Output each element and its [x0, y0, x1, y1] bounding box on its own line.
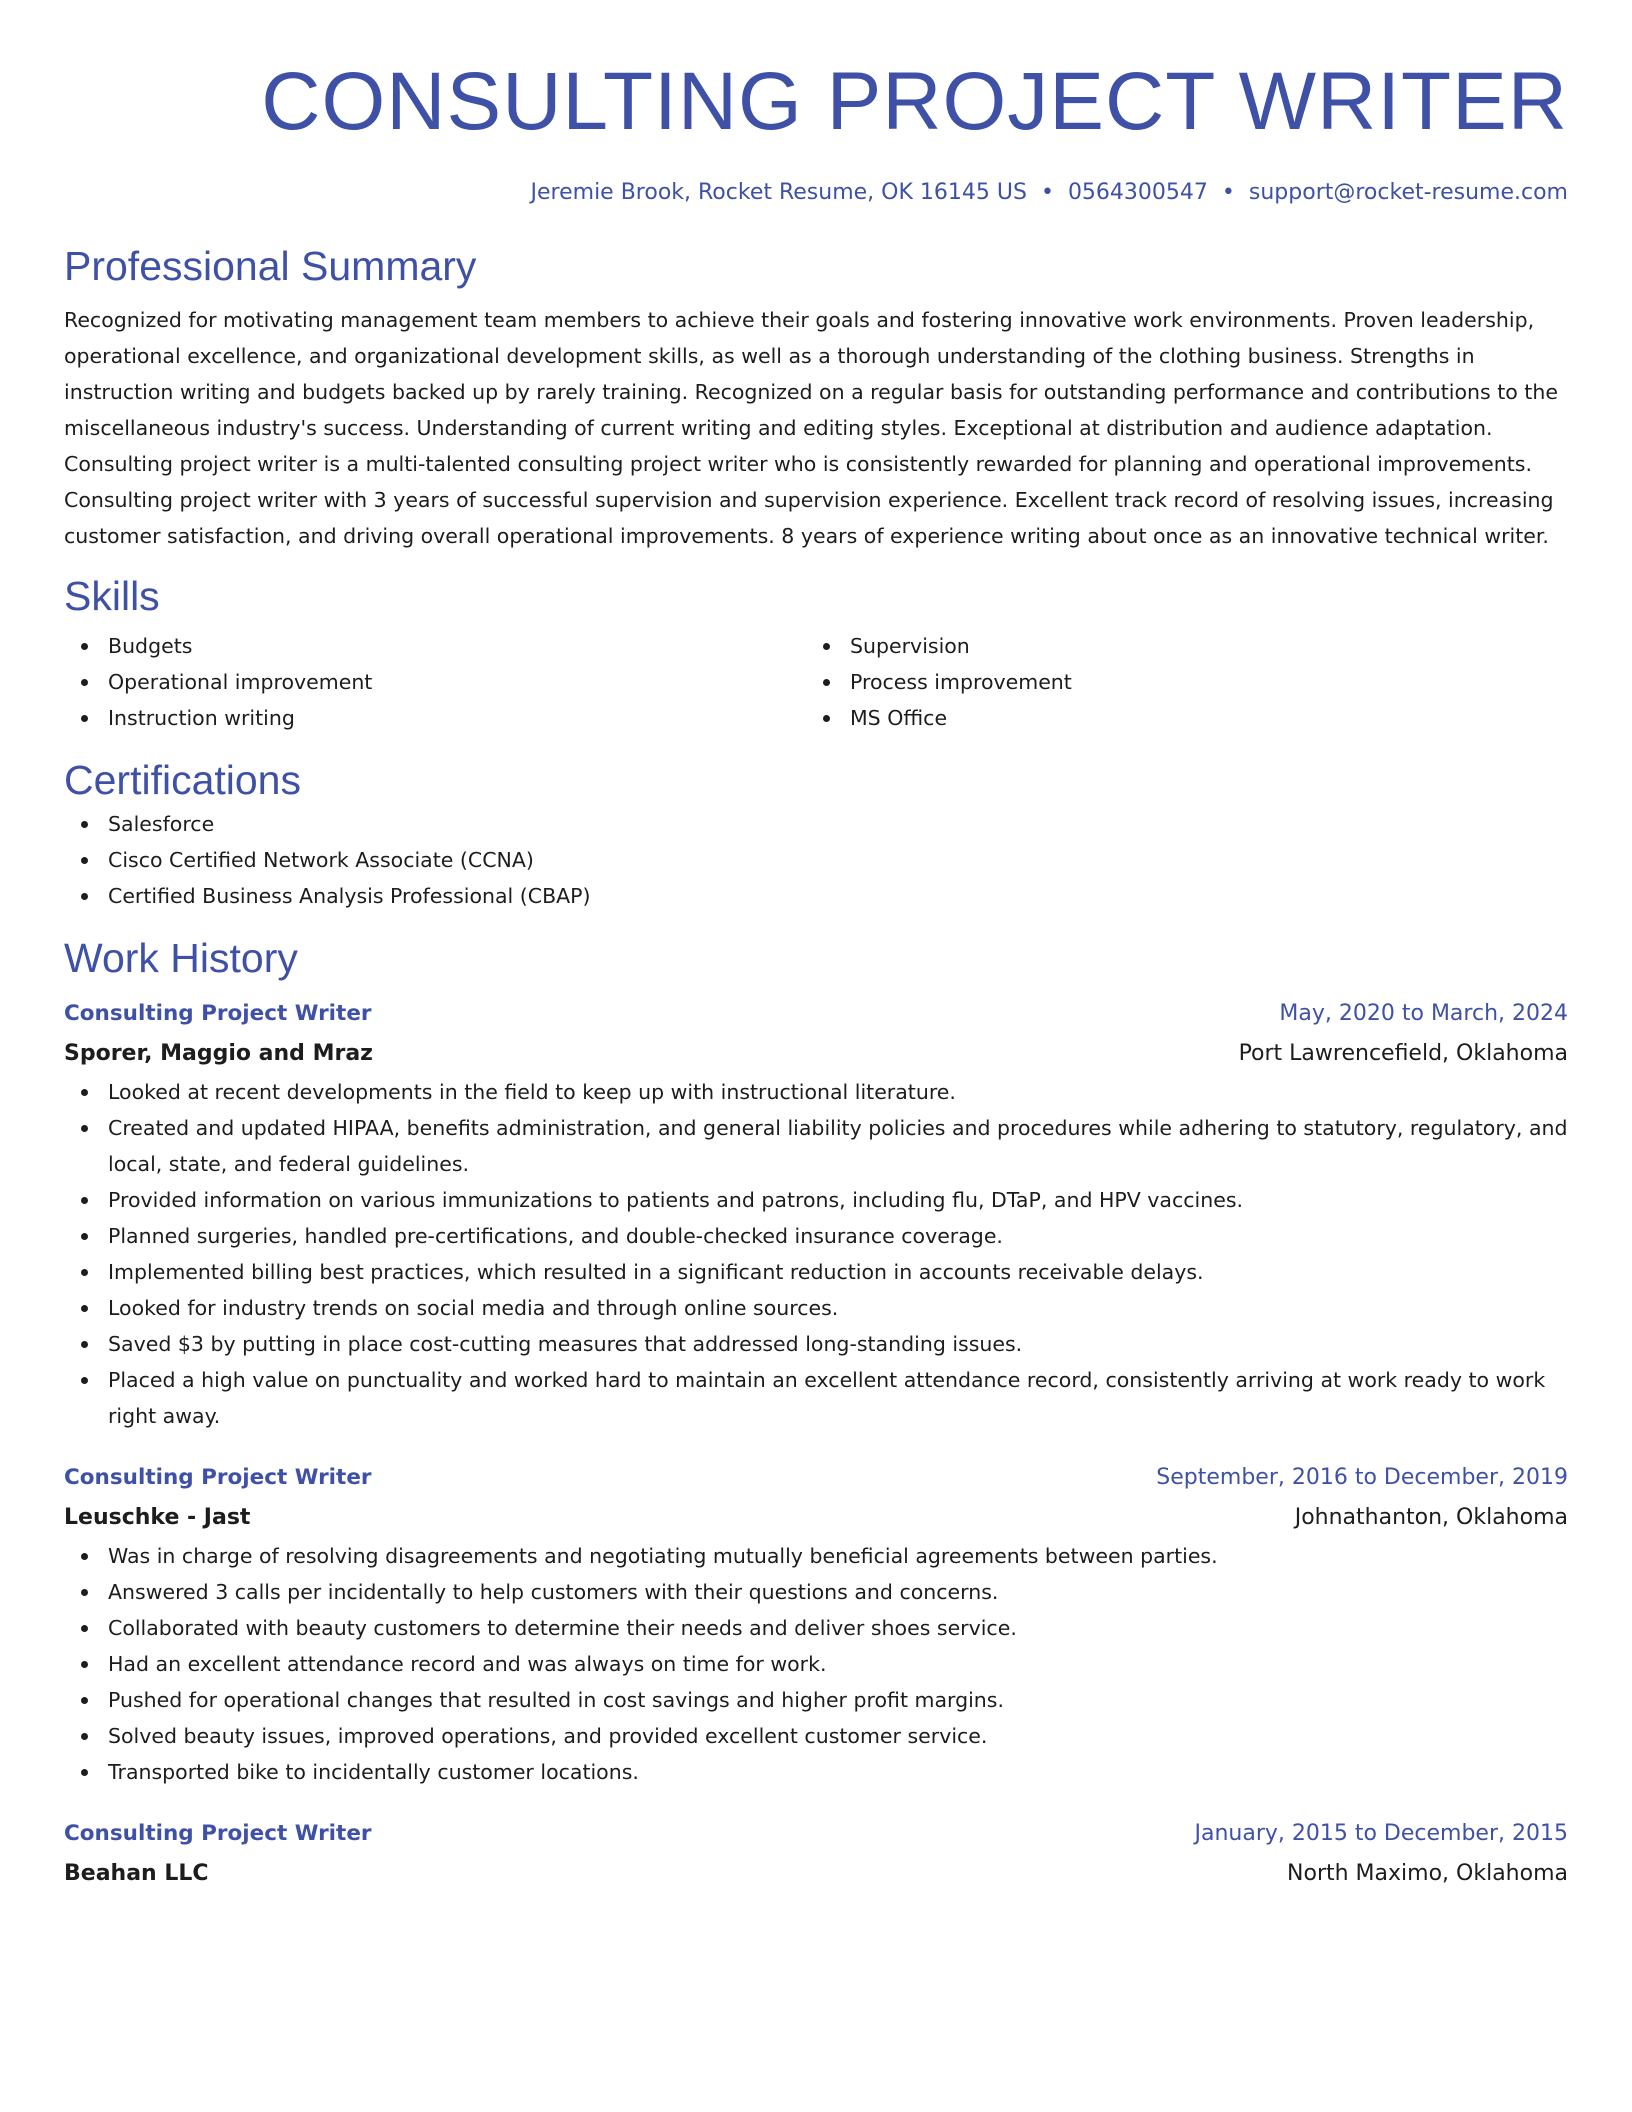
job-bullets	[64, 1074, 1568, 1434]
job-dates: May, 2020 to March, 2024	[1279, 1001, 1568, 1026]
contact-line	[64, 178, 1568, 208]
job-subheader	[64, 1498, 1568, 1538]
job-bullet: Pushed for operational changes that resulted in cost savings and higher profit margins.	[64, 1682, 1568, 1718]
section-title-summary: Professional Summary	[64, 243, 477, 289]
skill-item: MS Office	[806, 700, 1548, 736]
job-header	[64, 1814, 1568, 1854]
job-bullet: Answered 3 calls per incidentally to help customers with their questions and concerns.	[64, 1574, 1568, 1610]
job-bullet: Created and updated HIPAA, benefits administration, and general liability policies and procedures while adhering to statutory, regulatory, and local, state, and federal guidelines.	[64, 1110, 1568, 1182]
job-dates: January, 2015 to December, 2015	[1194, 1821, 1568, 1846]
job-bullet: Looked at recent developments in the field to keep up with instructional literature.	[64, 1074, 1568, 1110]
skills-list-left	[64, 628, 806, 736]
certification-item: Cisco Certified Network Associate (CCNA)	[64, 842, 1568, 878]
job-location: North Maximo, Oklahoma	[1287, 1861, 1568, 1886]
certification-item: Salesforce	[64, 806, 1568, 842]
skill-item: Operational improvement	[64, 664, 806, 700]
job-company: Sporer, Maggio and Mraz	[64, 1041, 373, 1066]
section-title-certifications: Certifications	[64, 757, 301, 803]
job-bullet: Transported bike to incidentally customer locations.	[64, 1754, 1568, 1790]
skills-list-right	[806, 628, 1548, 736]
job-company: Beahan LLC	[64, 1861, 209, 1886]
job-entry	[64, 1458, 1568, 1790]
job-location: Port Lawrencefield, Oklahoma	[1238, 1041, 1568, 1066]
certifications-list	[64, 806, 1568, 914]
job-title: Consulting Project Writer	[64, 1001, 372, 1026]
certification-item: Certified Business Analysis Professional (CBAP)	[64, 878, 1568, 914]
job-bullet: Solved beauty issues, improved operations, and provided excellent customer service.	[64, 1718, 1568, 1754]
section-title-work-history: Work History	[64, 935, 298, 981]
contact-address: Jeremie Brook, Rocket Resume, OK 16145 US	[530, 180, 1027, 205]
resume-name: CONSULTING PROJECT WRITER	[261, 56, 1568, 147]
section-title-skills: Skills	[64, 573, 160, 619]
job-bullet: Was in charge of resolving disagreements and negotiating mutually beneficial agreements between parties.	[64, 1538, 1568, 1574]
job-entry	[64, 994, 1568, 1434]
job-bullets	[64, 1538, 1568, 1790]
skill-item: Process improvement	[806, 664, 1548, 700]
job-bullet: Looked for industry trends on social media and through online sources.	[64, 1290, 1568, 1326]
contact-phone[interactable]: 0564300547	[1067, 180, 1208, 205]
job-header	[64, 1458, 1568, 1498]
job-bullet: Collaborated with beauty customers to determine their needs and deliver shoes service.	[64, 1610, 1568, 1646]
contact-separator: •	[1221, 180, 1235, 205]
job-title: Consulting Project Writer	[64, 1465, 372, 1490]
summary-text: Recognized for motivating management team members to achieve their goals and fostering innovative work environments. Proven leadership, operational excellence, and organizational development skills, as well as a thorough understanding of the clothing business. Strengths in instruction writing and budgets backed up by rarely training. Recognized on a regular basis for outstanding performance and contributions to the miscellaneous industry's success. Understanding of current writing and editing styles. Exceptional at distribution and audience adaptation. Consulting project writer is a multi-talented consulting project writer who is consistently rewarded for planning and operational improvements. Consulting project writer with 3 years of successful supervision and supervision experience. Excellent track record of resolving issues, increasing customer satisfaction, and driving overall operational improvements. 8 years of experience writing about once as an innovative technical writer.	[64, 308, 1558, 548]
job-dates: September, 2016 to December, 2019	[1156, 1465, 1568, 1490]
skill-item: Budgets	[64, 628, 806, 664]
job-subheader	[64, 1854, 1568, 1894]
skill-item: Supervision	[806, 628, 1548, 664]
job-bullet: Had an excellent attendance record and was always on time for work.	[64, 1646, 1568, 1682]
job-company: Leuschke - Jast	[64, 1505, 251, 1530]
skills-columns	[64, 628, 1568, 736]
job-location: Johnathanton, Oklahoma	[1294, 1505, 1568, 1530]
job-bullet: Planned surgeries, handled pre-certifications, and double-checked insurance coverage.	[64, 1218, 1568, 1254]
job-entry	[64, 1814, 1568, 1894]
job-bullet: Saved $3 by putting in place cost-cutting measures that addressed long-standing issues.	[64, 1326, 1568, 1362]
skill-item: Instruction writing	[64, 700, 806, 736]
job-bullet: Placed a high value on punctuality and worked hard to maintain an excellent attendance record, consistently arriving at work ready to work right away.	[64, 1362, 1568, 1434]
contact-separator: •	[1040, 180, 1054, 205]
job-bullet: Provided information on various immunizations to patients and patrons, including flu, DTaP, and HPV vaccines.	[64, 1182, 1568, 1218]
job-title: Consulting Project Writer	[64, 1821, 372, 1846]
job-subheader	[64, 1034, 1568, 1074]
contact-email[interactable]: support@rocket-resume.com	[1248, 180, 1568, 205]
job-bullet: Implemented billing best practices, which resulted in a significant reduction in accounts receivable delays.	[64, 1254, 1568, 1290]
job-header	[64, 994, 1568, 1034]
